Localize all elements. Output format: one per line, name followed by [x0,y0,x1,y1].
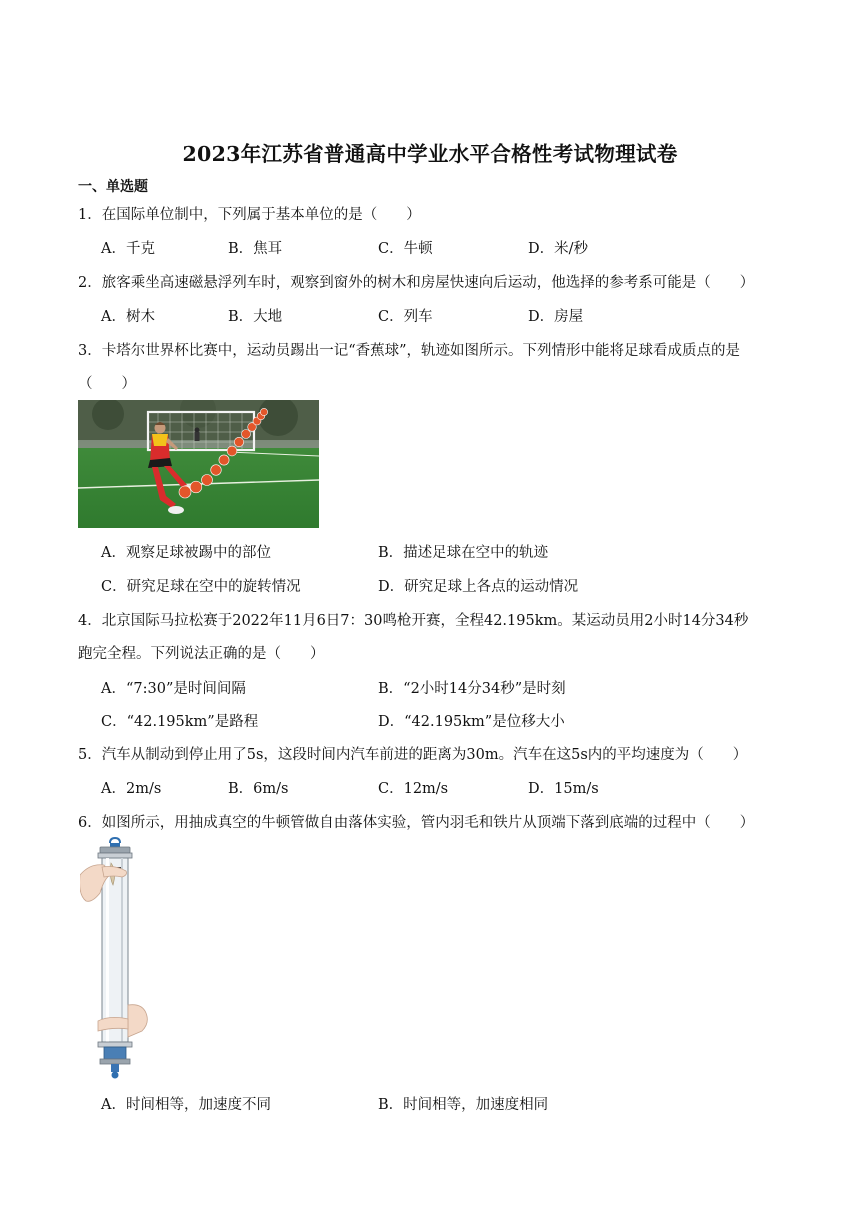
q4-option-d: D．“42.195km”是位移大小 [378,714,565,730]
q4-option-c: C．“42.195km”是路程 [101,714,259,730]
q6-option-a: A．时间相等，加速度不同 [101,1097,271,1113]
question-3-stem: 3．卡塔尔世界杯比赛中，运动员踢出一记“香蕉球”，轨迹如图所示。下列情形中能将足球看成质点的是 [78,343,741,359]
page-title: 2023年江苏省普通高中学业水平合格性考试物理试卷 [182,142,678,166]
section-heading: 一、单选题 [78,179,148,195]
question-3-stem-cont: （ ） [78,376,136,392]
q3-option-d: D．研究足球上各点的运动情况 [378,579,579,595]
q1-option-a: A．千克 [101,241,155,257]
q5-option-c: C．12m/s [378,781,449,797]
question-5-stem: 5．汽车从制动到停止用了5s，这段时间内汽车前进的距离为30m。汽车在这5s内的平均速度为（ ） [78,747,748,763]
newton-tube-figure [80,837,152,1083]
q2-option-d: D．房屋 [528,309,584,325]
q4-option-b: B．“2小时14分34秒”是时刻 [378,681,566,697]
q2-option-b: B．大地 [228,309,283,325]
q2-option-c: C．列车 [378,309,433,325]
question-1-stem: 1．在国际单位制中，下列属于基本单位的是（ ） [78,207,421,223]
question-4-stem: 4．北京国际马拉松赛于2022年11月6日7：30鸣枪开赛，全程42.195km。某运动员用2小时14分34秒 [78,613,749,629]
q1-option-c: C．牛顿 [378,241,433,257]
q4-option-a: A．“7:30”是时间间隔 [101,681,246,697]
q1-option-b: B．焦耳 [228,241,283,257]
q3-option-b: B．描述足球在空中的轨迹 [378,545,549,561]
q6-option-b: B．时间相等，加速度相同 [378,1097,549,1113]
soccer-kick-photo [78,400,319,528]
question-4-stem-cont: 跑完全程。下列说法正确的是（ ） [78,646,325,662]
q3-option-a: A．观察足球被踢中的部位 [101,545,271,561]
q3-option-c: C．研究足球在空中的旋转情况 [101,579,301,595]
question-6-stem: 6．如图所示，用抽成真空的牛顿管做自由落体实验，管内羽毛和铁片从顶端下落到底端的过程中（ ） [78,815,755,831]
question-2-stem: 2．旅客乘坐高速磁悬浮列车时，观察到窗外的树木和房屋快速向后运动，他选择的参考系可能是（ ） [78,275,755,291]
q1-option-d: D．米/秒 [528,241,589,257]
q5-option-b: B．6m/s [228,781,289,797]
q5-option-a: A．2m/s [101,781,162,797]
q2-option-a: A．树木 [101,309,155,325]
q5-option-d: D．15m/s [528,781,599,797]
